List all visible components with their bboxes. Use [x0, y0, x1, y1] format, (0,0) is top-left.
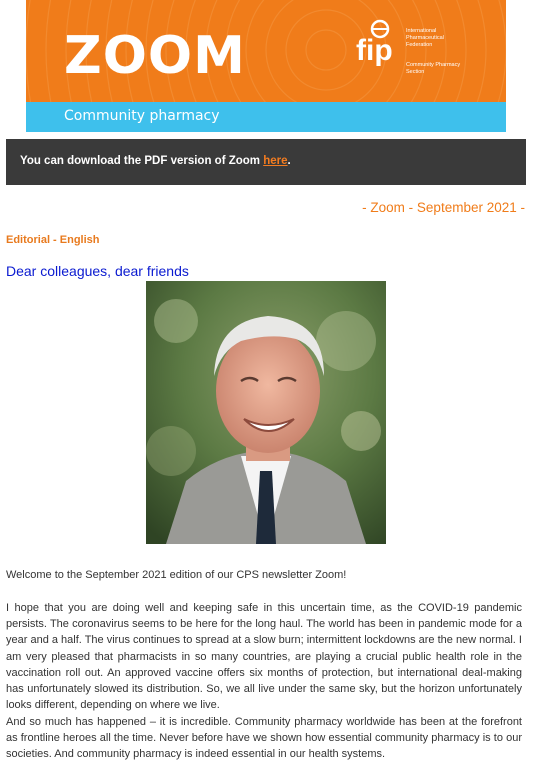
- banner-orange-area: [26, 0, 506, 102]
- zoom-title: ZOOM: [64, 26, 246, 86]
- editorial-paragraph: I hope that you are doing well and keeping safe in this uncertain time, as the COVID-19 pandemic persists. The coronavirus seems to be here for the long haul. The world has been in pandemic mode for a year and a half. The virus continues to spread at a slow burn; intermittent lockdowns are the new normal. I am very pleased that pharmacists in so many countries, are playing a crucial public health role in the vaccination roll out. An approved vaccine offers six months of protection, but international deal-making has unfortunately slowed its distribution. So, we all live under the same sky, but the horizon unfortunately looks different, depending on where we live.: [6, 602, 522, 712]
- pdf-download-text: You can download the PDF version of Zoom here.: [20, 155, 291, 167]
- editorial-paragraph: Welcome to the September 2021 edition of our CPS newsletter Zoom!: [6, 569, 347, 581]
- portrait-photo: [146, 281, 386, 544]
- fip-org-name: International Pharmaceutical Federation: [406, 28, 444, 48]
- fip-section-name: Community Pharmacy Section: [406, 62, 461, 75]
- banner-subtitle: Community pharmacy: [64, 108, 220, 124]
- portrait-photo-icon: [146, 281, 386, 544]
- pdf-download-bar: [6, 139, 526, 185]
- pdf-download-link[interactable]: here: [263, 155, 288, 167]
- zoom-header-banner: [26, 0, 506, 132]
- editorial-greeting: Dear colleagues, dear friends: [6, 263, 189, 279]
- fip-logo-icon: [356, 18, 404, 80]
- fip-logo-letters: fip: [356, 34, 393, 67]
- editorial-paragraph: And so much has happened – it is incredible. Community pharmacy worldwide has been at the forefront as frontline heroes all the time. Never before have we shown how essential community pharmacy is to our societies. And community pharmacy is indeed essential in our health systems.: [6, 716, 522, 761]
- banner-subtitle-strip: [26, 102, 506, 132]
- section-label: Editorial - English: [6, 234, 100, 246]
- issue-date-line: - Zoom - September 2021 -: [362, 200, 525, 215]
